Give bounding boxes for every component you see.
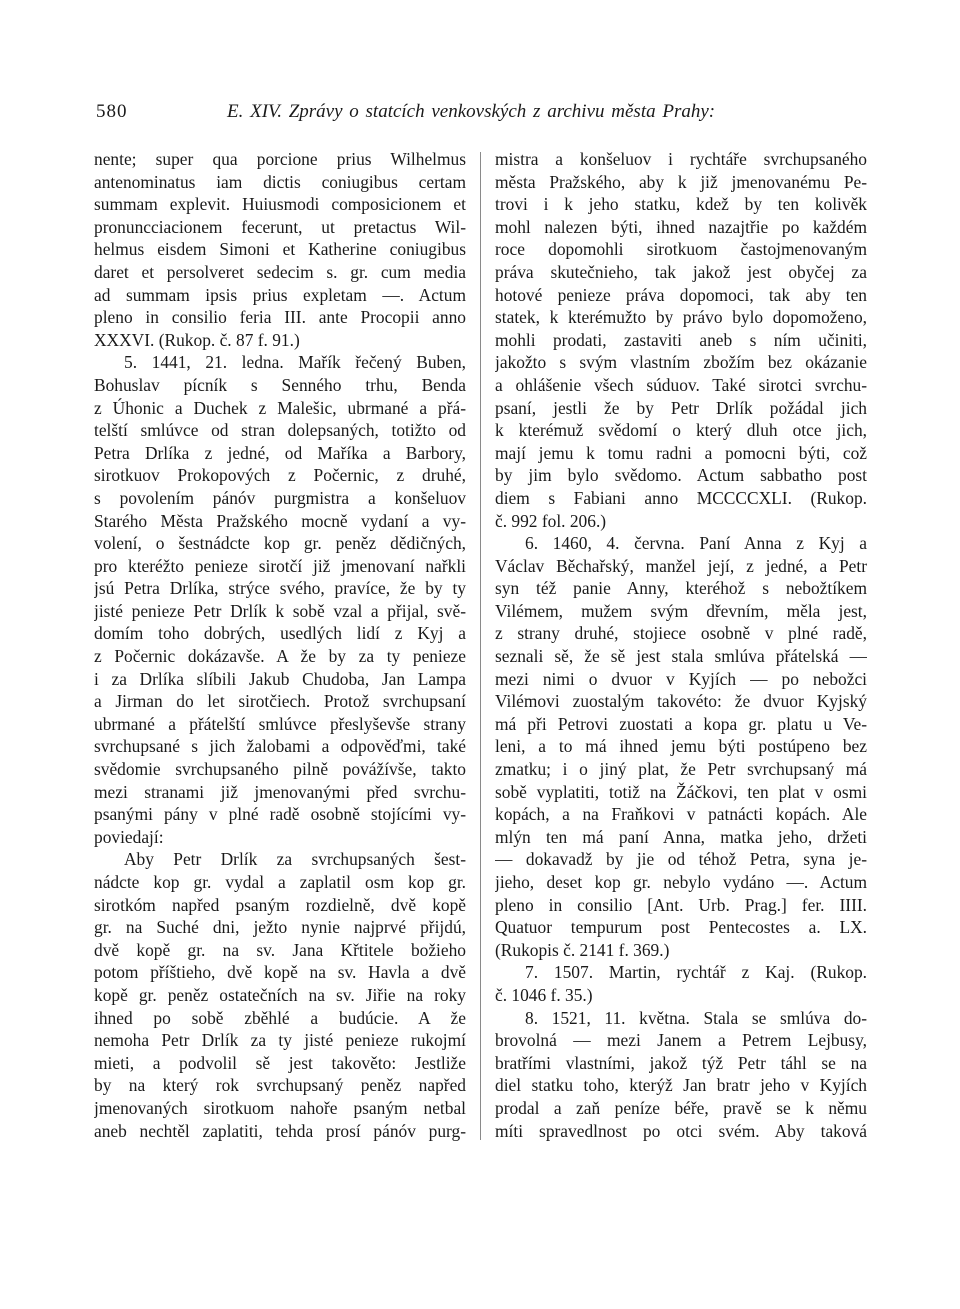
text-line: potom příštieho, dvě kopě na sv. Havla a dvě: [94, 962, 466, 983]
text-line: mieti, a podvolil sě jest takověto: Jestliže: [94, 1052, 466, 1073]
text-line: jmenovaných sirotkuom nahoře psaným netbal: [94, 1097, 466, 1118]
text-line: leni, a to má ihned jemu býti postúpeno bez: [495, 736, 867, 757]
text-line: svrchupsané s jich žalobami a odpověďmi, také: [94, 736, 466, 757]
text-line: statek, k kterémužto by právo bylo dopomoženo,: [495, 307, 867, 328]
text-line: hotové penieze práva dopomoci, tak aby ten: [495, 284, 867, 305]
text-line: má při Petrovi zuostati a kopa gr. platu u Ve-: [495, 713, 867, 734]
text-line: mohl nalezen býti, ihned nazajtřie po každém: [495, 216, 867, 237]
text-line: mezi nimi o dvuor v Kyjích — po nebožci: [495, 668, 867, 689]
text-line: bratřími vlastními, jakož týž Petr táhl se na: [495, 1052, 867, 1073]
text-line: a ohlášenie všech súduov. Také sirotci svrchu-: [495, 374, 867, 395]
text-line: zmatku; i o jiný plat, že Petr svrchupsaný má: [495, 759, 867, 780]
text-line: i za Drlíka slíbili Jakub Chudoba, Jan Lampa: [94, 668, 466, 689]
text-line: daret et persolveret sedecim s. gr. cum media: [94, 261, 466, 282]
text-line: — dokavadž by jie od téhož Petra, syna je-: [495, 849, 867, 870]
text-line: diel statku toho, kterýž Jan bratr jeho v Kyjích: [495, 1075, 867, 1096]
text-line: jsú Petra Drlíka, strýce svého, pravíce, že by ty: [94, 578, 466, 599]
text-line: pleno in consilio feria III. ante Procopii anno: [94, 307, 466, 328]
text-line: helmus eisdem Simoni et Katherine coniugibus: [94, 239, 466, 260]
text-line: Quatuor tempurum post Pentecostes a. LX.: [495, 917, 867, 938]
text-line: brovolná — mezi Janem a Petrem Lejbusy,: [495, 1030, 867, 1051]
text-line: jieho, deset kop gr. nebylo vydáno —. Actum: [495, 872, 867, 892]
text-line: nemoha Petr Drlík za ty jisté penieze rukojmí: [94, 1030, 466, 1051]
text-line: psaní, jestli že by Petr Drlík požádal jich: [495, 397, 867, 418]
text-line: ubrmané a přátelští smlúvce přeslyševše strany: [94, 713, 466, 734]
text-line: 5. 1441, 21. ledna. Mařík řečený Buben,: [124, 352, 466, 373]
text-line: mlýn ten má paní Anna, matka jeho, držeti: [495, 826, 867, 847]
text-line: města Pražského, aby k již jmenovanému Pe-: [495, 171, 867, 192]
text-line: práva skutečnieho, tak jakož jest obyčej za: [495, 261, 867, 282]
text-line: XXXVI. (Rukop. č. 87 f. 91.): [94, 329, 300, 350]
text-line: míti spravedlnost po otci svém. Aby taková: [495, 1120, 867, 1141]
text-line: 6. 1460, 4. června. Paní Anna z Kyj a: [525, 533, 867, 554]
text-line: sirotkóm napřed psaným rozdielně, dvě kopě: [94, 894, 466, 915]
text-line: syn též panie Anny, kteréhož s nebožtíkem: [495, 578, 867, 599]
text-line: volení, o šestnádcte kop gr. peněz dědičných,: [94, 533, 466, 554]
text-line: kopě gr. peněz ostatečních na sv. Jiřie na roky: [94, 984, 466, 1005]
text-line: (Rukopis č. 2141 f. 369.): [495, 939, 670, 960]
text-line: pleno in consilio [Ant. Urb. Prag.] fer. IIII.: [495, 894, 867, 915]
text-line: č. 992 fol. 206.): [495, 510, 607, 531]
text-line: Bohuslav pícník s Senného trhu, Benda: [94, 374, 466, 395]
text-line: a Jirman do let sirotčiech. Protož svrchupsaní: [94, 691, 466, 712]
text-line: k kterémuž svědomí o který dluh otce jich,: [495, 420, 867, 441]
text-line: mohli prodati, zastaviti aneb s ním učiniti,: [495, 329, 867, 350]
text-line: Aby Petr Drlík za svrchupsaných šest-: [124, 849, 466, 870]
text-line: seznali sě, že sě jest stala smlúva přátelská —: [495, 646, 867, 667]
text-line: ihned po sobě zběhlé a budúcie. A že: [94, 1007, 466, 1028]
text-line: gr. na Suché dni, ježto nynie najprvé přijdú,: [94, 917, 466, 938]
text-line: poviedají:: [94, 826, 164, 847]
text-line: jisté penieze Petr Drlík k sobě vzal a přijal, svě-: [94, 600, 466, 621]
text-line: sirotkuov Prokopových z Počernic, z druhé,: [94, 465, 466, 486]
text-line: 7. 1507. Martin, rychtář z Kaj. (Rukop.: [525, 962, 867, 983]
text-line: mají jemu k tomu radni a pomocni býti, což: [495, 442, 867, 463]
running-title: E. XIV. Zprávy o statcích venkovských z archivu města Prahy:: [227, 101, 716, 122]
page-number: 580: [96, 101, 128, 122]
text-line: sobě vyplatiti, totiž na Žáčkovi, ten plat v osmi: [495, 781, 867, 802]
text-line: z Úhonic a Duchek z Malešic, ubrmané a přá-: [94, 397, 466, 418]
text-line: mistra a konšeluov i rychtáře svrchupsaného: [495, 149, 867, 169]
text-line: z Počernic dokázavše. A že by za ty penieze: [94, 646, 466, 667]
right-column: [495, 148, 867, 1142]
text-line: pronuncciacionem fecerunt, ut pretactus Wil-: [94, 216, 466, 237]
text-line: Václav Běchařský, manžel její, z jedné, a Petr: [495, 555, 867, 576]
column-divider: [480, 152, 481, 1140]
text-line: jakožto s svým vlastním zbožím bez okázanie: [495, 352, 867, 373]
text-line: 8. 1521, 11. května. Stala se smlúva do-: [525, 1007, 867, 1028]
text-line: Vilémem, mužem svým dřevním, měla jest,: [495, 600, 867, 621]
text-line: Petra Drlíka z jedné, od Maříka a Barbory,: [94, 442, 466, 463]
text-line: by jim bylo svědomo. Actum sabbatho post: [495, 465, 867, 486]
text-line: z strany druhé, stojiece osobně v plné radě,: [495, 623, 867, 644]
text-line: Vilémovi zuostalým takovéto: že dvuor Kyjský: [495, 691, 867, 712]
text-line: telští smlúvce od stran dolepsaných, totižto od: [94, 420, 466, 441]
text-line: by na který rok svrchupsaný peněz napřed: [94, 1075, 466, 1096]
text-line: summam explevit. Huiusmodi composicionem et: [94, 194, 466, 215]
text-line: psanými pány v plné radě osobně stojícími vy-: [94, 804, 466, 825]
text-line: svědomie svrchupsaného pilně povážívše, takto: [94, 759, 466, 780]
left-column: [94, 148, 466, 1142]
text-line: roce dopomohli sirotkuom častojmenovaným: [495, 239, 867, 260]
text-line: s povolením pánóv purgmistra a konšeluov: [94, 487, 466, 508]
text-line: č. 1046 f. 35.): [495, 984, 593, 1005]
text-line: nádcte kop gr. vydal a zaplatil osm kop gr.: [94, 872, 466, 892]
text-line: nente; super qua porcione prius Wilhelmus: [94, 149, 466, 169]
text-line: pro kteréžto penieze sirotčí již jmenovaní nařkli: [94, 555, 466, 576]
text-line: dvě kopě gr. na sv. Jana Křtitele božieho: [94, 939, 466, 960]
text-line: trovi i k jeho statku, kdež by ten kolivěk: [495, 194, 867, 215]
text-line: Starého Města Pražského mocně vydaní a vy-: [94, 510, 466, 531]
text-line: prodal a zaň peníze béře, pravě se k němu: [495, 1097, 867, 1118]
text-line: antenominatus iam dictis coniugibus certam: [94, 171, 466, 192]
text-line: domím toho dobrých, usedlých lidí z Kyj a: [94, 623, 466, 644]
text-line: diem s Fabiani anno MCCCCXLI. (Rukop.: [495, 487, 867, 508]
text-line: ad summam ipsis prius expletam —. Actum: [94, 284, 466, 305]
text-line: aneb nechtěl zaplatiti, tehda prosí pánóv purg-: [94, 1120, 466, 1141]
running-header: [96, 97, 876, 127]
text-line: mezi stranami již jmenovanými před svrchu-: [94, 781, 466, 802]
text-line: kopách, a na Fraňkovi v patnácti kopách. Ale: [495, 804, 867, 825]
